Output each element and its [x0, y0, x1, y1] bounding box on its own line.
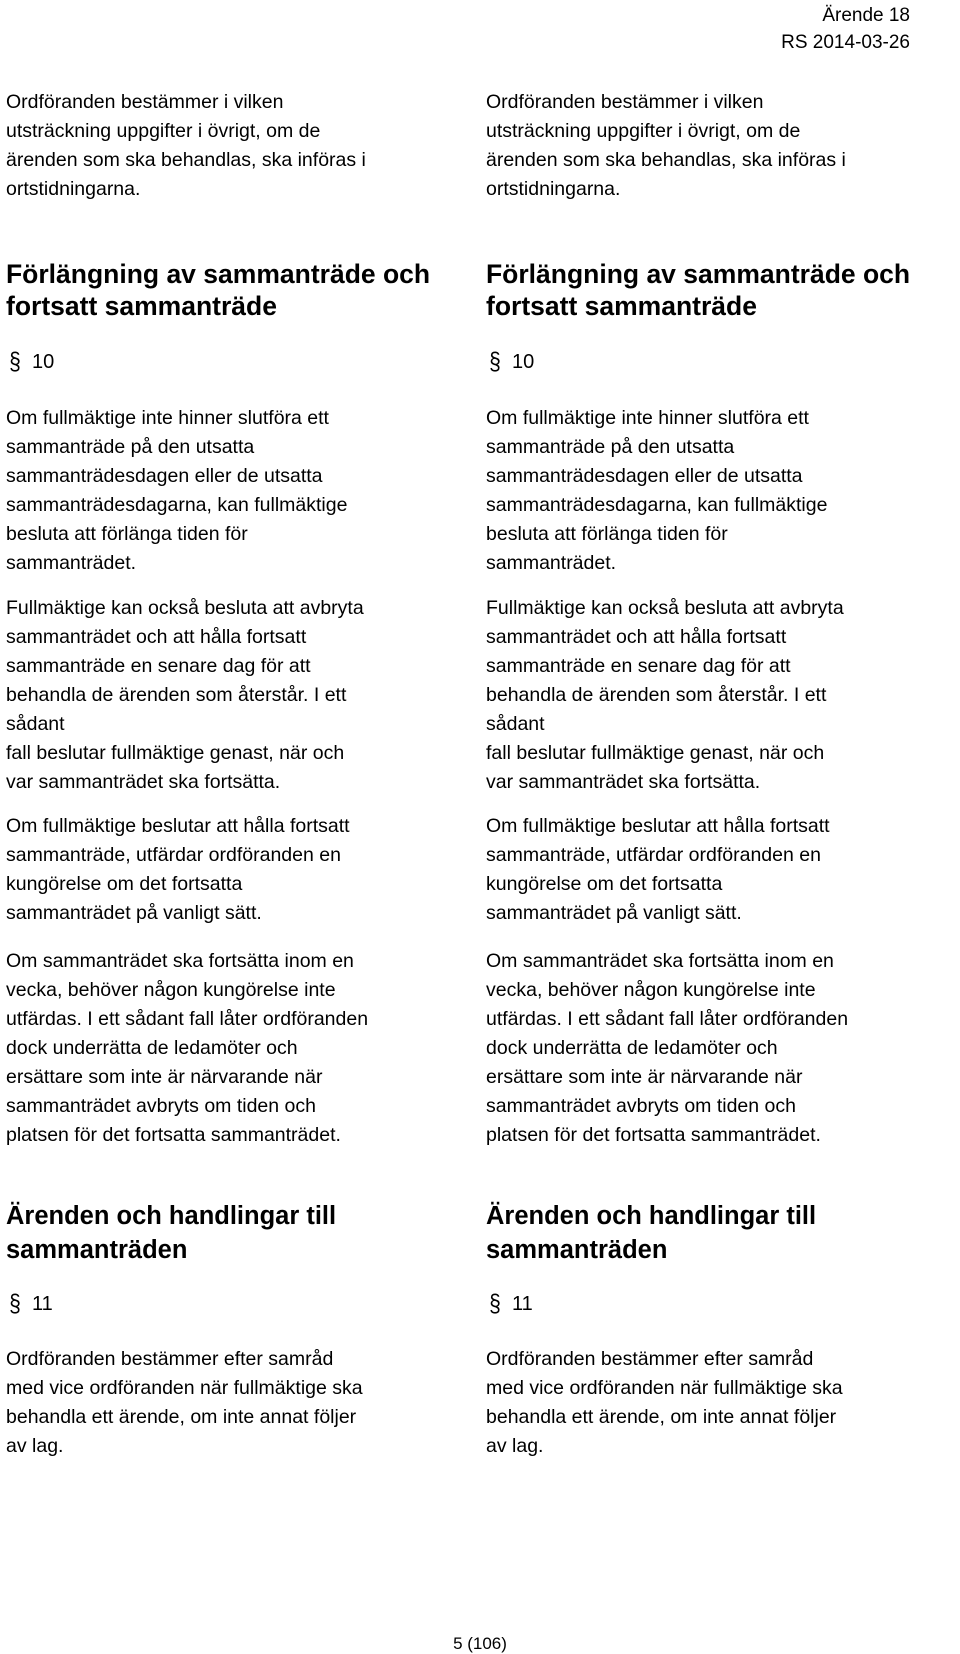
section-number-value: 10 [32, 351, 55, 373]
paragraph-symbol: § [489, 1290, 501, 1318]
section-number-value: 11 [512, 1293, 533, 1315]
page-header [781, 2, 910, 56]
section-number [486, 1290, 533, 1318]
section-heading: Ärenden och handlingar till sammanträden [486, 1202, 817, 1264]
section-number [486, 348, 534, 376]
paragraph-symbol: § [9, 1290, 21, 1318]
section-number [6, 1290, 53, 1318]
arende-label: Ärende 18 [822, 5, 910, 26]
section-number-value: 11 [32, 1293, 53, 1315]
document-date: RS 2014-03-26 [781, 32, 910, 53]
page-number: 5 (106) [453, 1634, 507, 1653]
section-number-value: 10 [512, 351, 535, 373]
paragraph: Om fullmäktige inte hinner slutföra ett sammanträde på den utsatta sammanträdesdagen eller de utsatta sammanträdesdagarna, kan fullmäktige besluta att förlänga tiden för sammanträdet. [486, 407, 828, 574]
paragraph: Ordföranden bestämmer efter samråd med vice ordföranden när fullmäktige ska behandla ett ärende, om inte annat följer av lag. [6, 1348, 363, 1457]
intro-paragraph: Ordföranden bestämmer i vilken utsträckning uppgifter i övrigt, om de ärenden som ska behandlas, ska införas i ortstidningarna. [486, 91, 846, 200]
section-heading: Förlängning av sammanträde och fortsatt sammanträde [486, 259, 911, 321]
section-number [6, 348, 54, 376]
section-heading: Ärenden och handlingar till sammanträden [6, 1202, 337, 1264]
paragraph: Fullmäktige kan också besluta att avbryta sammanträdet och att hålla fortsatt sammanträde en senare dag för att behandla de ärenden som återstår. I ett sådant fall beslutar fullmäktige genast, när och var sammanträdet ska fortsätta. [486, 597, 844, 793]
paragraph-symbol: § [489, 348, 501, 376]
paragraph-symbol: § [9, 348, 21, 376]
section-heading: Förlängning av sammanträde och fortsatt sammanträde [6, 259, 431, 321]
paragraph: Om fullmäktige beslutar att hålla fortsatt sammanträde, utfärdar ordföranden en kungörelse om det fortsatta sammanträdet på vanligt sätt. [486, 815, 830, 924]
paragraph: Fullmäktige kan också besluta att avbryta sammanträdet och att hålla fortsatt sammanträde en senare dag för att behandla de ärenden som återstår. I ett sådant fall beslutar fullmäktige genast, när och var sammanträdet ska fortsätta. [6, 597, 364, 793]
paragraph: Ordföranden bestämmer efter samråd med vice ordföranden när fullmäktige ska behandla ett ärende, om inte annat följer av lag. [486, 1348, 843, 1457]
paragraph: Om fullmäktige beslutar att hålla fortsatt sammanträde, utfärdar ordföranden en kungörelse om det fortsatta sammanträdet på vanligt sätt. [6, 815, 350, 924]
paragraph: Om fullmäktige inte hinner slutföra ett sammanträde på den utsatta sammanträdesdagen eller de utsatta sammanträdesdagarna, kan fullmäktige besluta att förlänga tiden för sammanträdet. [6, 407, 348, 574]
paragraph: Om sammanträdet ska fortsätta inom en vecka, behöver någon kungörelse inte utfärdas. I ett sådant fall låter ordföranden dock underrätta de ledamöter och ersättare som inte är närvarande när sammanträdet avbryts om tiden och platsen för det fortsatta sammanträdet. [6, 950, 369, 1146]
intro-paragraph: Ordföranden bestämmer i vilken utsträckning uppgifter i övrigt, om de ärenden som ska behandlas, ska införas i ortstidningarna. [6, 91, 366, 200]
paragraph: Om sammanträdet ska fortsätta inom en vecka, behöver någon kungörelse inte utfärdas. I ett sådant fall låter ordföranden dock underrätta de ledamöter och ersättare som inte är närvarande när sammanträdet avbryts om tiden och platsen för det fortsatta sammanträdet. [486, 950, 849, 1146]
